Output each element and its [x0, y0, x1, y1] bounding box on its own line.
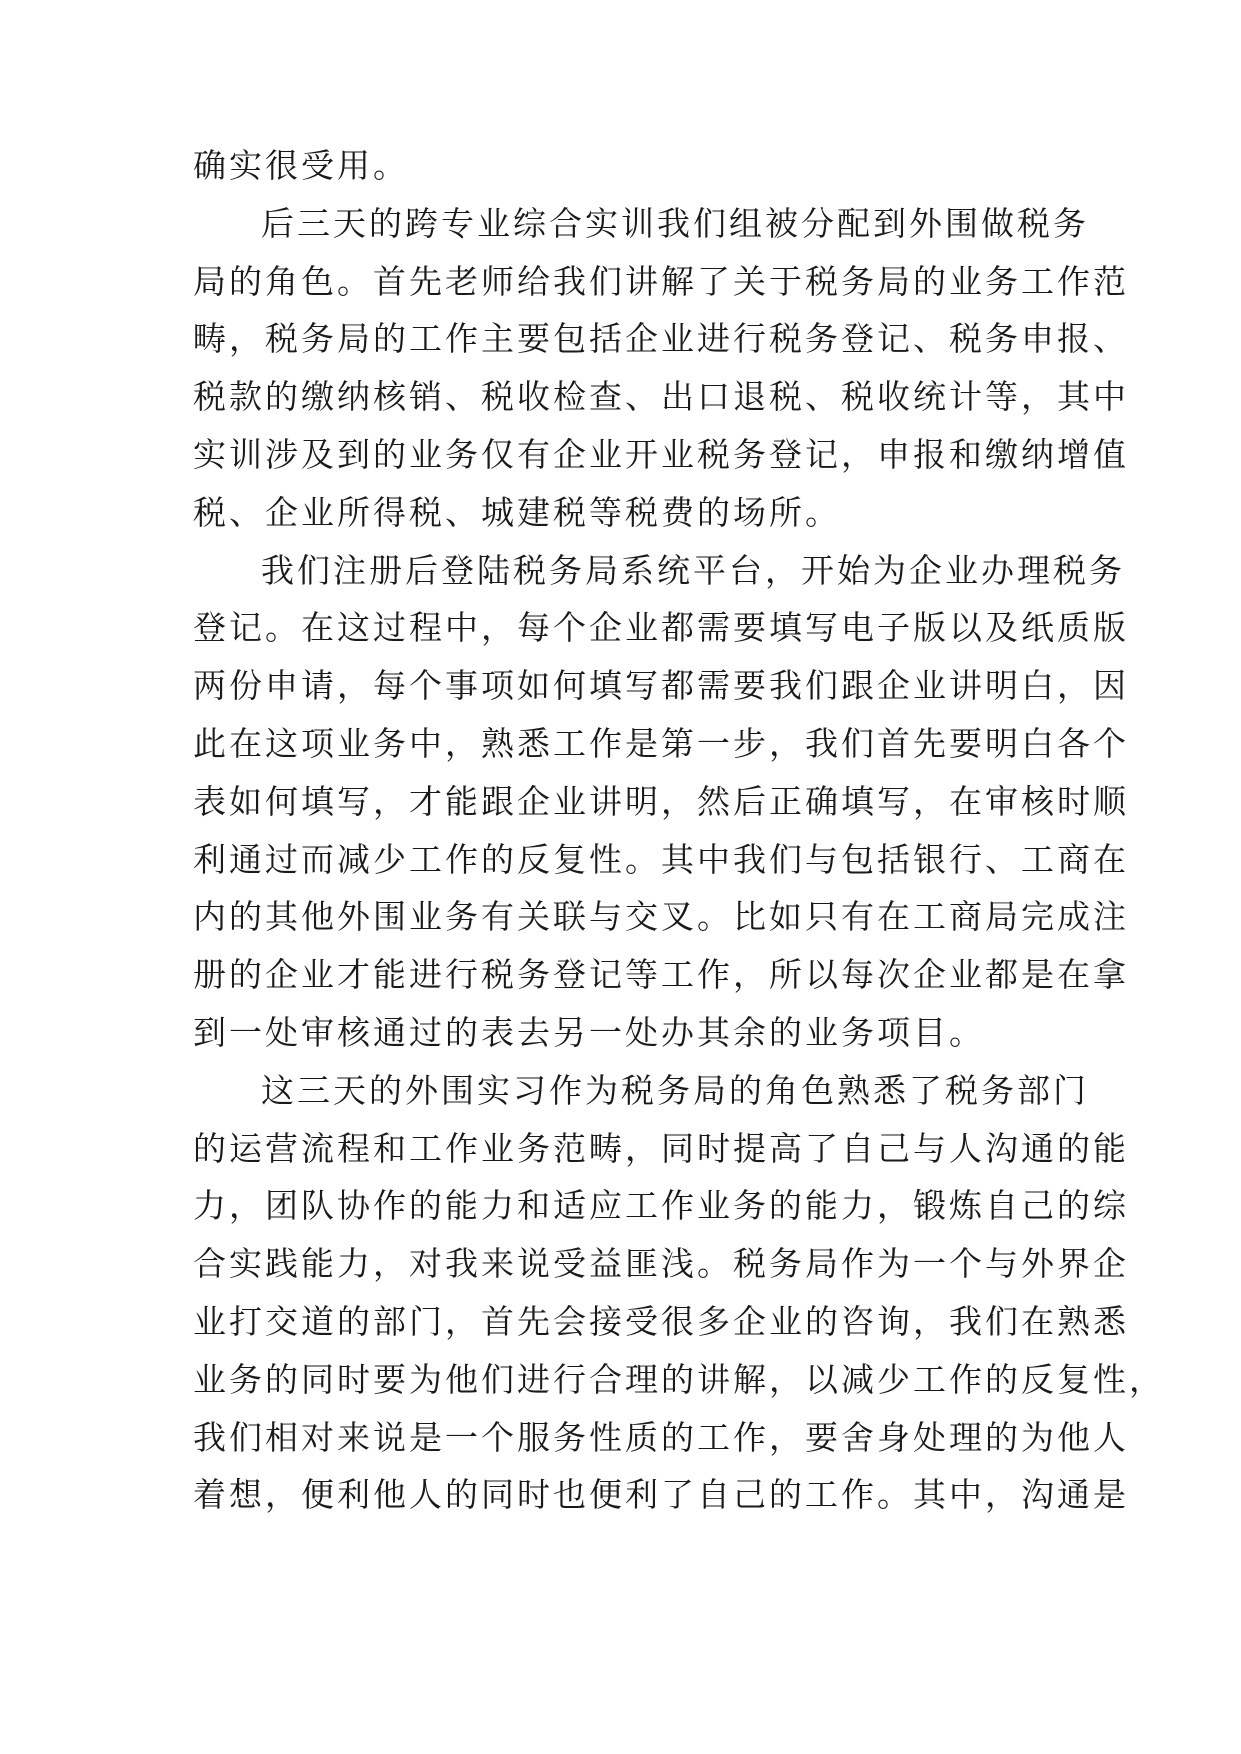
text-line: 确实很受用。	[193, 146, 409, 185]
text-line: 后三天的跨专业综合实训我们组被分配到外围做税务	[261, 203, 1089, 243]
text-line: 税、企业所得税、城建税等税费的场所。	[193, 492, 841, 532]
text-line: 畴，税务局的工作主要包括企业进行税务登记、税务申报、	[193, 319, 1129, 359]
text-line: 实训涉及到的业务仅有企业开业税务登记，申报和缴纳增值	[193, 434, 1129, 474]
text-line: 此在这项业务中，熟悉工作是第一步，我们首先要明白各个	[193, 723, 1129, 763]
text-line: 的运营流程和工作业务范畴，同时提高了自己与人沟通的能	[193, 1128, 1129, 1168]
text-line: 力，团队协作的能力和适应工作业务的能力，锻炼自己的综	[193, 1186, 1129, 1226]
text-line: 业打交道的部门，首先会接受很多企业的咨询，我们在熟悉	[193, 1301, 1129, 1341]
text-line: 内的其他外围业务有关联与交叉。比如只有在工商局完成注	[193, 897, 1129, 937]
paragraph	[193, 195, 1129, 542]
text-line: 两份申请，每个事项如何填写都需要我们跟企业讲明白，因	[193, 666, 1129, 706]
text-line: 局的角色。首先老师给我们讲解了关于税务局的业务工作范	[193, 261, 1129, 301]
text-line: 利通过而减少工作的反复性。其中我们与包括银行、工商在	[193, 839, 1129, 879]
paragraph	[193, 542, 1129, 1062]
text-line: 业务的同时要为他们进行合理的讲解，以减少工作的反复性，	[193, 1359, 1165, 1399]
text-line: 着想，便利他人的同时也便利了自己的工作。其中，沟通是	[193, 1475, 1129, 1515]
paragraph	[193, 1062, 1165, 1524]
paragraph	[193, 137, 1053, 195]
text-line: 合实践能力，对我来说受益匪浅。税务局作为一个与外界企	[193, 1244, 1129, 1284]
text-line: 这三天的外围实习作为税务局的角色熟悉了税务部门	[261, 1070, 1089, 1110]
text-line: 登记。在这过程中，每个企业都需要填写电子版以及纸质版	[193, 608, 1129, 648]
text-line: 我们注册后登陆税务局系统平台，开始为企业办理税务	[261, 550, 1125, 590]
text-line: 到一处审核通过的表去另一处办其余的业务项目。	[193, 1012, 985, 1052]
text-line: 表如何填写，才能跟企业讲明，然后正确填写，在审核时顺	[193, 781, 1129, 821]
text-line: 我们相对来说是一个服务性质的工作，要舍身处理的为他人	[193, 1417, 1129, 1457]
text-line: 册的企业才能进行税务登记等工作，所以每次企业都是在拿	[193, 955, 1129, 995]
text-line: 税款的缴纳核销、税收检查、出口退税、税收统计等，其中	[193, 377, 1129, 417]
document-page	[193, 137, 1165, 1524]
